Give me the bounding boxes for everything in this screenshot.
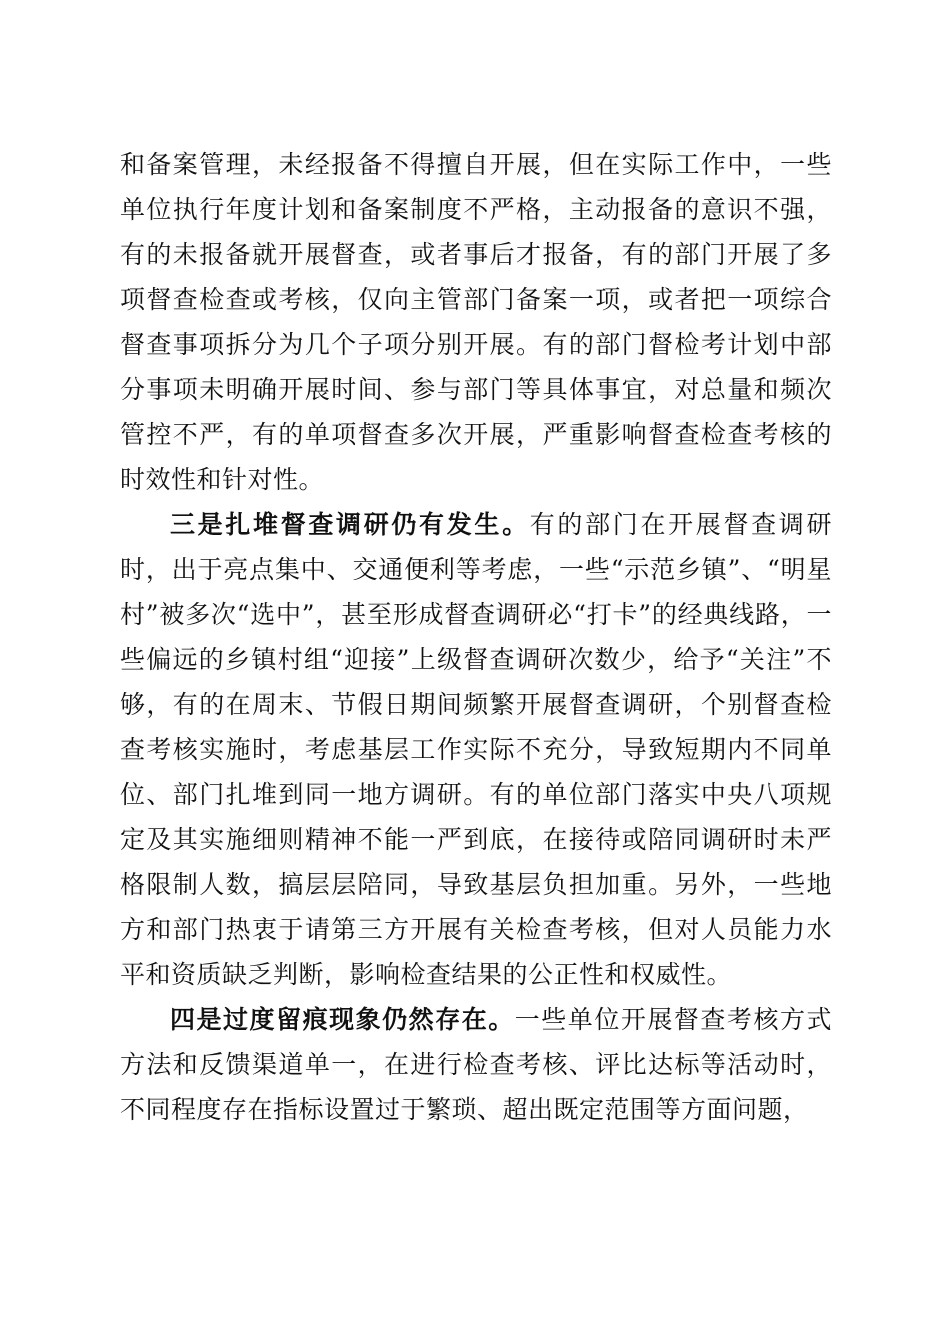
paragraph-body: 有的部门在开展督查调研时，出于亮点集中、交通便利等考虑，一些“示范乡镇”、“明星村”被多次“选中”，甚至形成督查调研必“打卡”的经典线路，一些偏远的乡镇村组“迎接”上级督查调研次数少，给予“关注”不够，有的在周末、节假日期间频繁开展督查调研，个别督查检查考核实施时，考虑基层工作实际不充分，导致短期内不同单位、部门扎堆到同一地方调研。有的单位部门落实中央八项规定及其实施细则精神不能一严到底，在接待或陪同调研时未严格限制人数，搞层层陪同，导致基层负担加重。另外，一些地方和部门热衷于请第三方开展有关检查考核，但对人员能力水平和资质缺乏判断，影响检查结果的公正性和权威性。: [120, 510, 832, 989]
document-page: [120, 142, 832, 1132]
paragraph-point-three: [120, 502, 832, 997]
paragraph-lead-heading: 四是过度留痕现象仍然存在。: [170, 1005, 515, 1034]
paragraph-body: 和备案管理，未经报备不得擅自开展，但在实际工作中，一些单位执行年度计划和备案制度不严格，主动报备的意识不强，有的未报备就开展督查，或者事后才报备，有的部门开展了多项督查检查或考核，仅向主管部门备案一项，或者把一项综合督查事项拆分为几个子项分别开展。有的部门督检考计划中部分事项未明确开展时间、参与部门等具体事宜，对总量和频次管控不严，有的单项督查多次开展，严重影响督查检查考核的时效性和针对性。: [120, 150, 832, 494]
paragraph-body: 一些单位开展督查考核方式方法和反馈渠道单一，在进行检查考核、评比达标等活动时，不同程度存在指标设置过于繁琐、超出既定范围等方面问题，: [120, 1005, 832, 1124]
paragraph-lead-heading: 三是扎堆督查调研仍有发生。: [170, 510, 530, 539]
paragraph-point-four: [120, 997, 832, 1132]
paragraph-continuation: [120, 142, 832, 502]
